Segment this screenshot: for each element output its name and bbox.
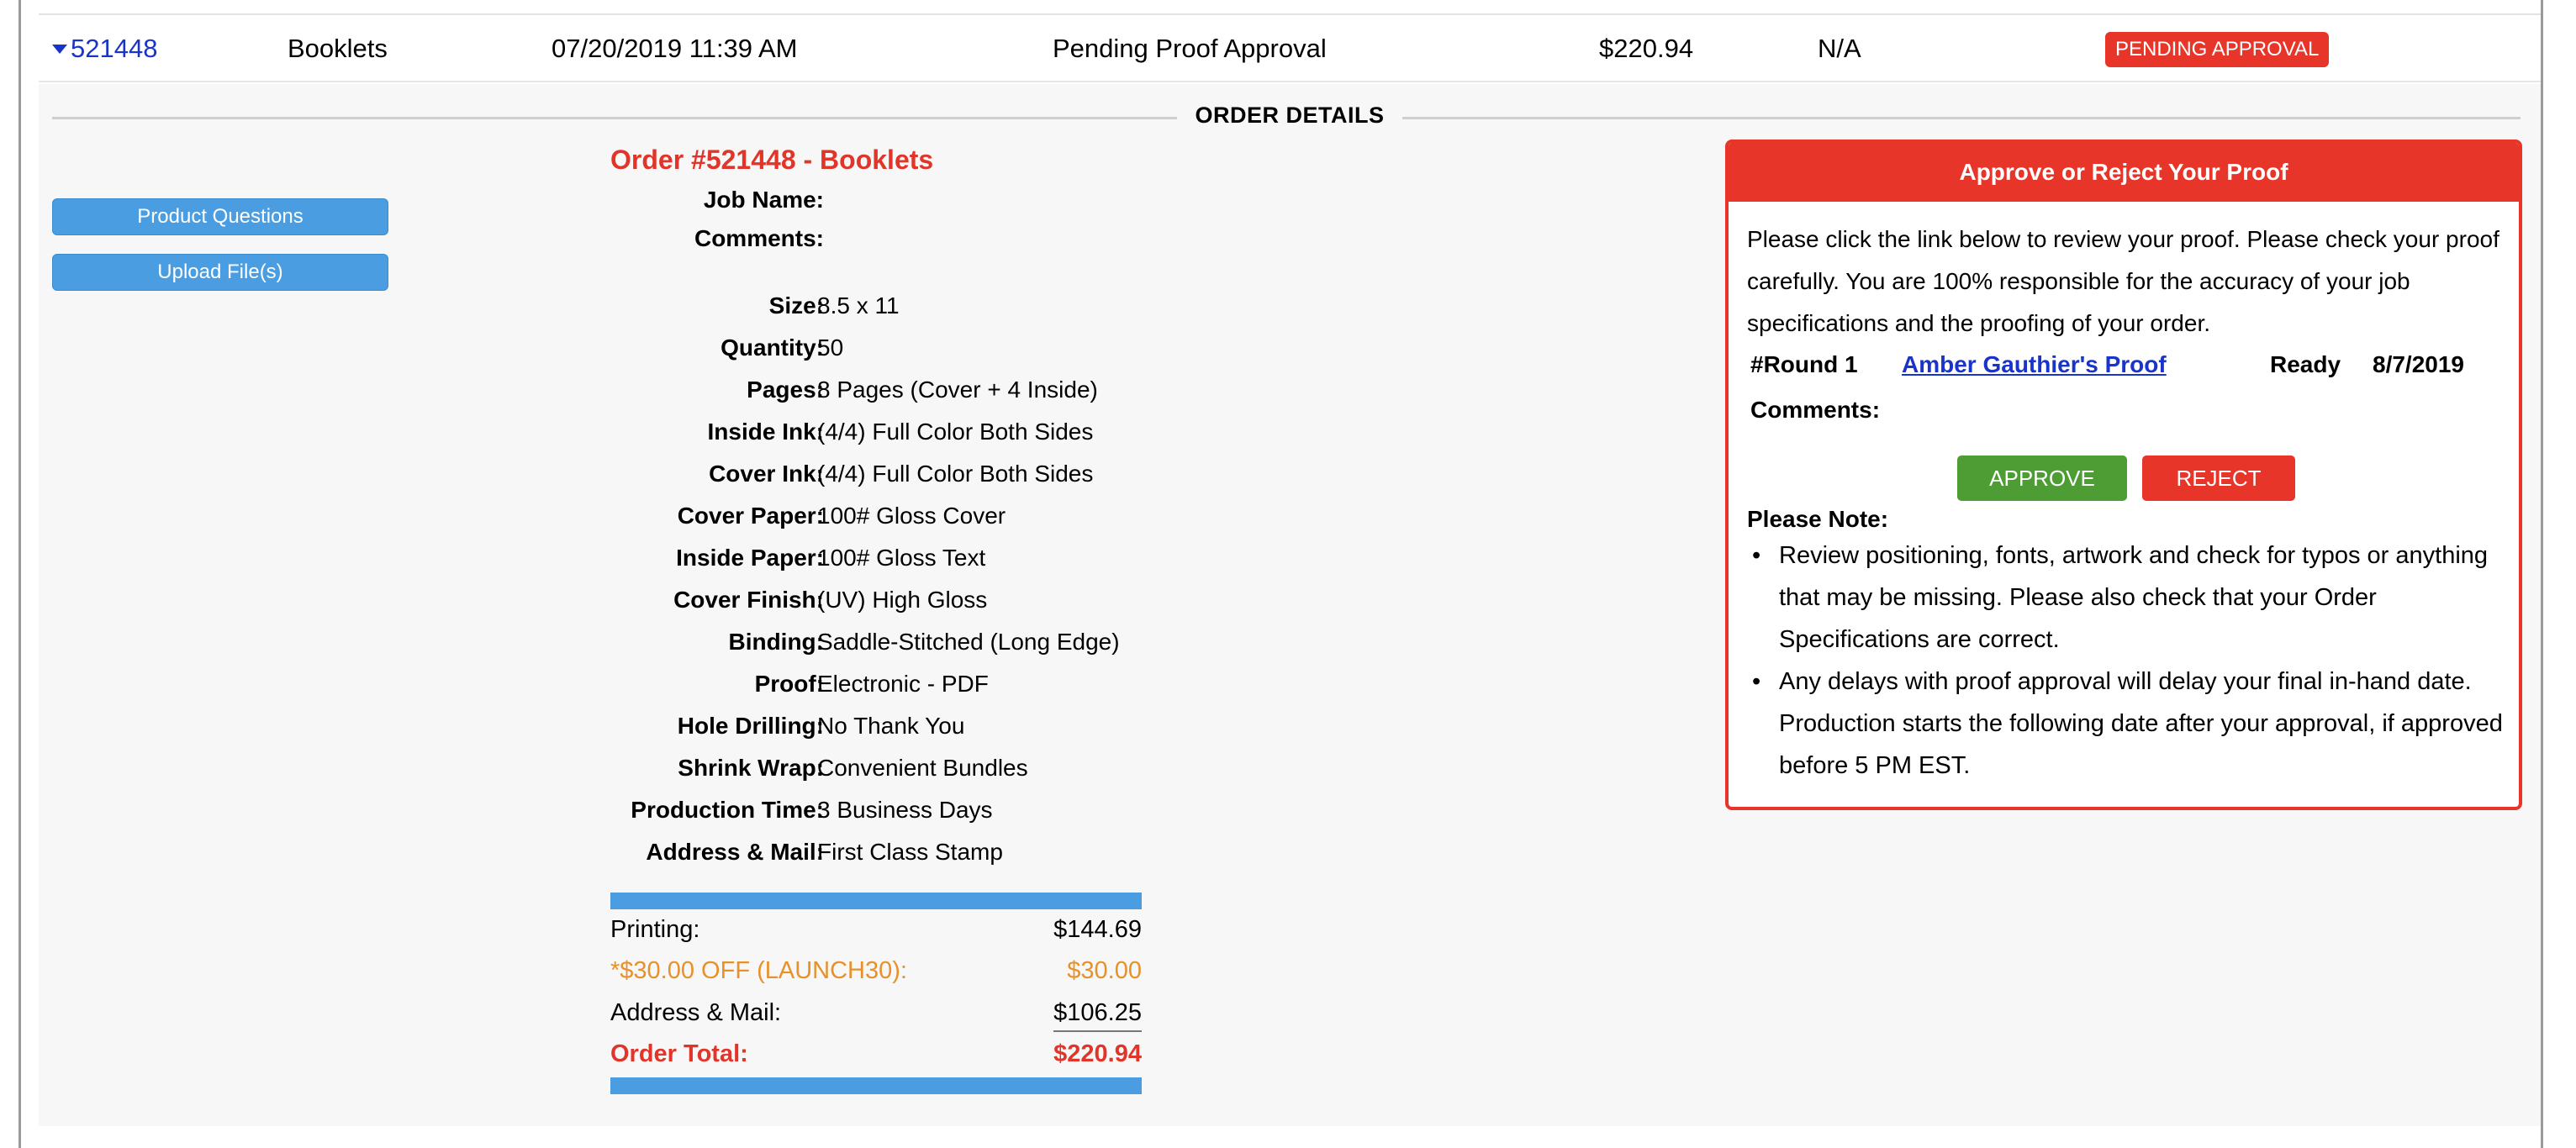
spec-value: 8 Pages (Cover + 4 Inside) <box>817 377 1098 403</box>
spec-label: Job Name: <box>703 187 824 213</box>
spec-row <box>589 629 1177 662</box>
section-title: ORDER DETAILS <box>1195 103 1385 128</box>
spec-value: (UV) High Gloss <box>817 587 988 613</box>
proof-approval-panel <box>1725 140 2522 810</box>
spec-label: Address & Mail: <box>646 839 824 865</box>
proof-round-status: Ready <box>2270 351 2341 377</box>
spec-value: Electronic - PDF <box>817 671 989 697</box>
spec-row <box>589 461 1177 494</box>
price-label: Address & Mail: <box>610 999 782 1026</box>
proof-round-date: 8/7/2019 <box>2373 351 2464 377</box>
bullet-icon: • <box>1752 542 1761 569</box>
spec-value: 100# Gloss Cover <box>817 503 1006 529</box>
price-value: $144.69 <box>1053 916 1142 943</box>
price-value: $106.25 <box>1053 999 1142 1032</box>
status-badge: PENDING APPROVAL <box>2105 32 2329 67</box>
spec-value: (4/4) Full Color Both Sides <box>817 461 1094 487</box>
order-price: $220.94 <box>1599 34 1694 63</box>
spec-label: Cover Paper: <box>677 503 824 529</box>
frame-left-border <box>18 0 21 1148</box>
note-text: Any delays with proof approval will delay your final in-hand date. Production starts the following date after your approval, if approved before 5 PM EST. <box>1779 668 2503 779</box>
price-value: $30.00 <box>1067 957 1142 984</box>
spec-row <box>589 419 1177 452</box>
proof-comments-label: Comments: <box>1750 397 1881 423</box>
spec-row <box>589 545 1177 578</box>
bullet-icon: • <box>1752 668 1761 695</box>
proof-link[interactable]: Amber Gauthier's Proof <box>1902 351 2167 377</box>
spec-row-comments <box>589 225 1177 259</box>
spec-row <box>589 377 1177 410</box>
price-label: Order Total: <box>610 1040 748 1067</box>
order-status: Pending Proof Approval <box>1053 34 1327 63</box>
price-label: Printing: <box>610 916 700 943</box>
spec-row <box>589 671 1177 704</box>
spec-label: Cover Finish: <box>673 587 824 613</box>
spec-row-job-name <box>589 187 1177 220</box>
spec-row <box>589 334 1177 368</box>
spec-label: Production Time: <box>631 797 824 823</box>
spec-value: 100# Gloss Text <box>817 545 986 571</box>
spec-value: Saddle-Stitched (Long Edge) <box>817 629 1120 655</box>
spec-label: Inside Ink: <box>707 419 824 445</box>
spec-row <box>589 755 1177 788</box>
spec-label: Pages: <box>747 377 824 403</box>
spec-row <box>589 587 1177 620</box>
note-list <box>1747 535 2512 787</box>
order-date: 07/20/2019 11:39 AM <box>552 34 798 63</box>
caret-down-icon[interactable] <box>52 45 67 54</box>
section-divider-left <box>52 117 1177 119</box>
upload-files-button[interactable]: Upload File(s) <box>52 254 388 291</box>
note-title: Please Note: <box>1747 506 1889 532</box>
order-product: Booklets <box>288 34 388 63</box>
proof-instructions: Please click the link below to review your proof. Please check your proof carefully. You are 100% responsible for the accuracy of your job specifications and the proofing of your order. <box>1747 226 2499 336</box>
list-item <box>1747 661 2512 787</box>
section-divider-right <box>1402 117 2521 119</box>
spec-value: (4/4) Full Color Both Sides <box>817 419 1094 445</box>
price-row-discount <box>610 957 1142 991</box>
order-title: Order #521448 - Booklets <box>610 145 934 175</box>
spec-row <box>589 839 1177 872</box>
order-row[interactable] <box>39 15 2541 82</box>
spec-label: Size: <box>768 292 824 319</box>
price-row-printing <box>610 916 1142 950</box>
note-text: Review positioning, fonts, artwork and check for typos or anything that may be missing. Please also check that your Order Specifications are correct. <box>1779 542 2489 653</box>
frame-right-border <box>2541 0 2543 1148</box>
spec-value: No Thank You <box>817 713 965 739</box>
list-item <box>1747 535 2512 661</box>
spec-label: Binding: <box>728 629 824 655</box>
spec-row <box>589 797 1177 830</box>
order-tracking: N/A <box>1818 34 1861 63</box>
spec-value: 50 <box>817 334 844 361</box>
order-number-text[interactable]: 521448 <box>71 34 158 63</box>
spec-row <box>589 503 1177 536</box>
spec-label: Quantity: <box>721 334 824 361</box>
spec-value: 8.5 x 11 <box>817 292 900 319</box>
spec-label: Inside Paper: <box>676 545 824 571</box>
spec-label: Shrink Wrap: <box>678 755 824 781</box>
spec-row <box>589 713 1177 746</box>
approve-button[interactable]: APPROVE <box>1957 456 2127 501</box>
proof-round-label: #Round 1 <box>1750 351 1858 377</box>
price-row-total <box>610 1040 1142 1074</box>
spec-value: 3 Business Days <box>817 797 993 823</box>
price-value: $220.94 <box>1053 1040 1142 1067</box>
spec-label: Proof: <box>754 671 824 697</box>
spec-label: Hole Drilling: <box>677 713 824 739</box>
order-number-link[interactable] <box>52 34 157 64</box>
spec-value: Convenient Bundles <box>817 755 1028 781</box>
price-label: *$30.00 OFF (LAUNCH30): <box>610 957 907 984</box>
product-questions-button[interactable]: Product Questions <box>52 198 388 235</box>
spec-label: Comments: <box>694 225 824 251</box>
proof-panel-header: Approve or Reject Your Proof <box>1729 143 2519 202</box>
spec-row <box>589 292 1177 326</box>
spec-label: Cover Ink: <box>709 461 824 487</box>
reject-button[interactable]: REJECT <box>2142 456 2295 501</box>
pricing-divider-bottom <box>610 1077 1142 1094</box>
pricing-divider-top <box>610 893 1142 909</box>
price-row-mail <box>610 999 1142 1033</box>
spec-value: First Class Stamp <box>817 839 1003 865</box>
